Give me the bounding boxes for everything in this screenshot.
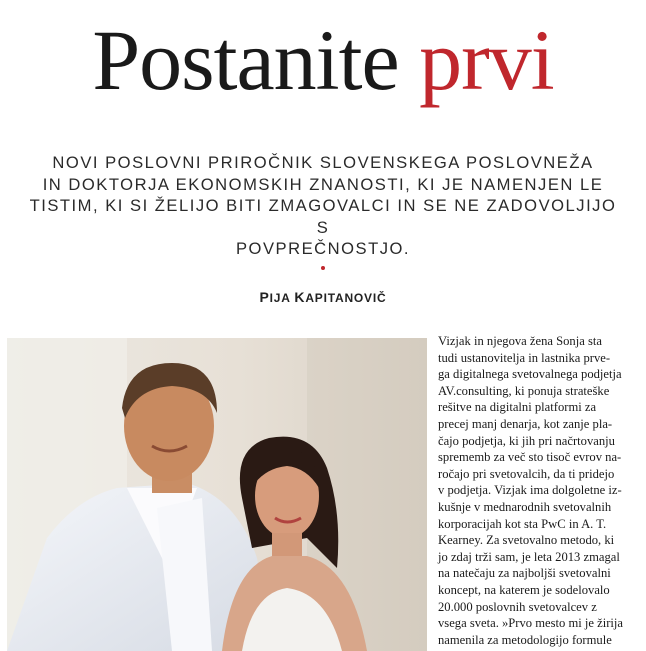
body-line: korporacijah kot sta PwC in A. T. — [438, 516, 607, 531]
lead-line: POVPREČNOSTJO. — [235, 239, 411, 258]
lead-line: TISTIM, KI SI ŽELIJO BITI ZMAGOVALCI IN SE NE ZADOVOLJIJO S — [29, 196, 617, 237]
byline-text: IJA — [269, 291, 295, 305]
byline-initial: P — [259, 289, 270, 305]
body-line: čajo podjetja, ki jih pri načrtovanju — [438, 433, 615, 448]
byline-initial: K — [294, 289, 306, 305]
body-line: Vizjak in njegova žena Sonja sta — [438, 334, 602, 348]
body-line: Kearney. Za svetovalno metodo, ki — [438, 533, 615, 548]
body-line: v podjetja. Vizjak ima dolgoletne iz- — [438, 483, 622, 498]
body-line: koncept, na katerem je sodelovalo — [438, 582, 610, 597]
lead-line: NOVI POSLOVNI PRIROČNIK SLOVENSKEGA POSLOVNEŽA — [52, 153, 594, 172]
article-lead — [24, 152, 622, 260]
lead-line: IN DOKTORJA EKONOMSKIH ZNANOSTI, KI JE NAMENJEN LE — [42, 174, 604, 194]
separator-dot — [321, 266, 325, 270]
body-line: AV.consulting, ki ponuja strateške — [438, 383, 610, 398]
article-photo — [7, 338, 427, 651]
couple-photo-illustration — [7, 338, 427, 651]
body-line: vsega sveta. »Prvo mesto mi je žirija — [438, 616, 624, 631]
body-line: na natečaju za najboljši svetovalni — [438, 566, 611, 581]
byline — [0, 289, 646, 305]
article-body-column — [438, 333, 640, 648]
body-line: sprememb za več sto tisoč evrov na- — [438, 450, 622, 465]
body-line: jo zdaj trži sam, je leta 2013 zmagal — [438, 549, 620, 564]
title-main: Postanite — [92, 12, 399, 108]
body-line: 20.000 poslovnih svetovalcev z — [438, 599, 597, 614]
body-line: namenila za metodologijo formule — [438, 632, 612, 647]
body-line: rešitve na digitalni platformi za — [438, 400, 597, 415]
byline-text: APITANOVIČ — [305, 291, 387, 305]
body-line: tudi ustanovitelja in lastnika prve- — [438, 350, 611, 365]
body-line: ročajo pri svetovalcih, da ti pridejo — [438, 466, 615, 481]
body-line: precej manj denarja, kot zanje pla- — [438, 416, 613, 431]
article-title — [0, 10, 646, 110]
body-line: ga digitalnega svetovalnega podjetja — [438, 367, 622, 382]
body-line: kušnje v mednarodnih svetovalnih — [438, 499, 612, 514]
title-accent: prvi — [419, 12, 554, 108]
